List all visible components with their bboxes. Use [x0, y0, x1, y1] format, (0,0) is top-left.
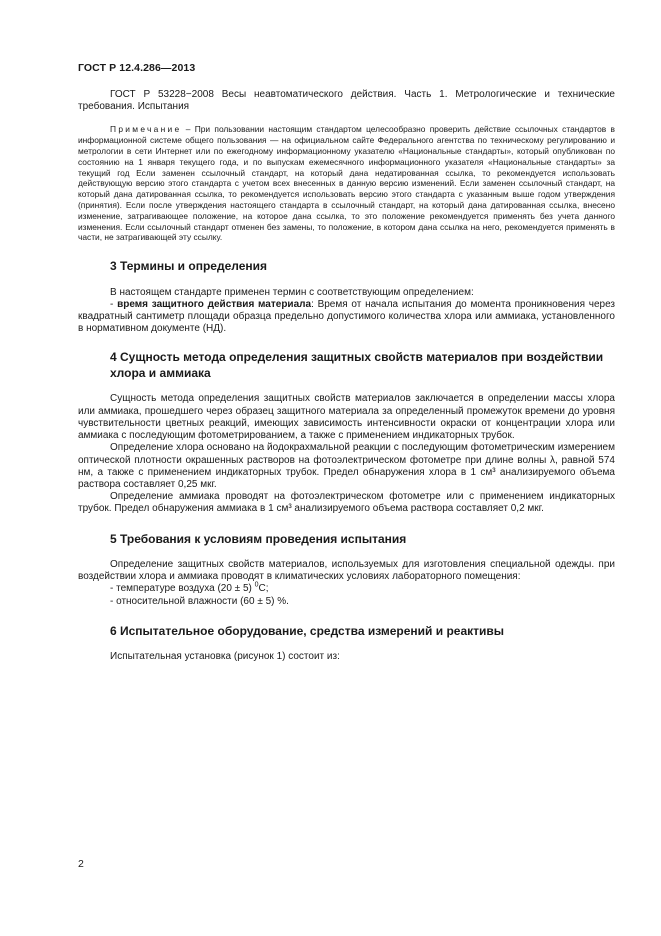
section-5-heading: 5 Требования к условиям проведения испытания — [110, 531, 407, 546]
note-label: Примечание — [110, 124, 182, 135]
reference-gost-53228: ГОСТ Р 53228−2008 Весы неавтоматического действия. Часть 1. Метрологические и технические требования. Испытания — [78, 89, 615, 113]
document-header: ГОСТ Р 12.4.286—2013 — [78, 62, 196, 74]
section-6-para-1: Испытательная установка (рисунок 1) состоит из: — [110, 651, 340, 663]
term-dash: - — [110, 298, 118, 310]
condition-humidity: - относительной влажности (60 ± 5) %. — [110, 595, 289, 607]
section-4-para-2: Определение хлора основано на йодокрахмальной реакции с последующим фотометрическим измерением оптической плотности окрашенных растворов на фотоэлектрическом фотометре при длине волны λ, равной 574 нм, а также с применением индикаторных трубок. Предел обнаружения хлора в 1 см³ анализируемого объема раствора составляет 0,25 мкг. — [78, 442, 615, 490]
section-4-para-1: Сущность метода определения защитных свойств материалов заключается в определении массы хлора или аммиака, прошедшего через образец защитного материала за определенный промежуток времени до уровня чувствительности цветных реакций, имеющих зависимость интенсивности окраски от концентрации хлора или аммиака с последующим фотометрированием, а также с применением индикаторных трубок. — [78, 393, 615, 442]
page-number: 2 — [78, 858, 84, 870]
condition-temperature-unit: С; — [258, 583, 269, 595]
term-definition-text: : Время от начала испытания до момента проникновения через квадратный сантиметр площади образца предельно допустимого количества хлора или аммиака, установленного в нормативном документе (НД). — [78, 298, 616, 335]
section-6-heading: 6 Испытательное оборудование, средства измерений и реактивы — [110, 623, 505, 638]
term-name: время защитного действия материала — [117, 298, 312, 310]
condition-temperature-text: - температуре воздуха (20 ± 5) — [110, 583, 255, 595]
section-4-heading: 4 Сущность метода определения защитных свойств материалов при воздействии хлора и аммиака — [110, 350, 604, 380]
section-3-heading: 3 Термины и определения — [110, 259, 268, 274]
section-4-para-3: Определение аммиака проводят на фотоэлектрическом фотометре или с применением индикаторных трубок. Предел обнаружения аммиака в 1 см³ анализируемого объема раствора составляет 0,2 мкг. — [78, 491, 615, 515]
section-5-para-1: Определение защитных свойств материалов, используемых для изготовления специальной одежды. при воздействии хлора и аммиака проводят в климатических условиях лабораторного помещения: — [78, 559, 615, 583]
page-content — [78, 83, 615, 664]
section-3-intro: В настоящем стандарте применен термин с соответствующим определением: — [110, 286, 474, 298]
degree-superscript: 0 — [254, 582, 259, 590]
term-definition — [78, 299, 615, 336]
note-text: – При пользовании настоящим стандартом целесообразно проверить действие ссылочных стандартов в информационной системе общего пользования — на официальном сайте Федерального агентства по техническому регулированию и метрологии в сети Интернет или по ежегодному информационному указателю «Национальные стандарты», который опубликован по состоянию на 1 января текущего года, и по выпускам ежемесячного информационного указателя «Национальные стандарты» за текущий год Если заменен ссылочный стандарт, на который дана недатированная ссылка, то рекомендуется использовать действующую версию этого стандарта с учетом всех внесенных в данную версию изменений. Если заменен ссылочный стандарт, на который дана датированная ссылка, то рекомендуется использовать версию этого стандарта с указанным выше годом утверждения (принятия). Если после утверждения настоящего стандарта в ссылочный стандарт, на который дана датированная ссылка, внесено изменение, затрагивающее положение, на которое дана ссылка, то это положение рекомендуется применять без учета данного изменения. Если ссылочный стандарт отменен без замены, то положение, в котором дана ссылка на него, рекомендуется применять в части, не затрагивающей эту ссылку. — [78, 124, 615, 243]
note-paragraph — [78, 124, 615, 243]
condition-temperature — [78, 583, 615, 595]
